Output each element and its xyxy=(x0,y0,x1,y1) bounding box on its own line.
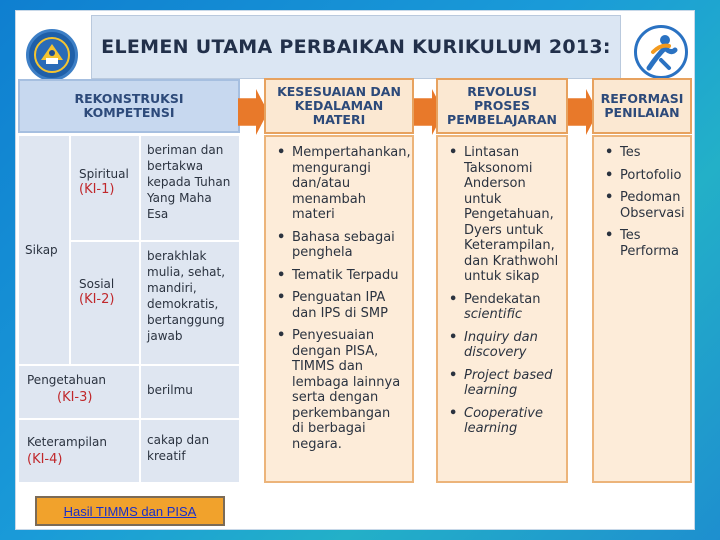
domain-pengetahuan-label: Pengetahuan xyxy=(27,373,107,387)
list-item: • Tematik Terpadu xyxy=(277,267,399,283)
domain-sikap-label: Sikap xyxy=(25,243,58,257)
list-item: • Mempertahankan, mengurangi dan/atau menambah materi xyxy=(277,145,411,222)
list-item: • Penyesuaian dengan PISA, TIMMS dan lembaga lainnya serta dengan perkembangan di berbagai negara. xyxy=(277,328,401,452)
timms-pisa-link[interactable]: Hasil TIMMS dan PISA xyxy=(63,503,197,519)
header-kesesuaian-materi xyxy=(264,78,414,134)
sub-spiritual-label: Spiritual xyxy=(79,167,129,181)
header-revolusi-proses xyxy=(436,78,568,134)
header-rekonstruksi-kompetensi xyxy=(18,79,240,133)
kurikulum-figure-icon xyxy=(639,30,683,74)
kemendikbud-logo xyxy=(26,29,78,81)
scientific-text: scientific xyxy=(464,307,523,322)
desc-keterampilan-text: cakap dan kreatif xyxy=(147,433,210,463)
kemendikbud-emblem-icon xyxy=(33,36,71,74)
list-item: • Lintasan Taksonomi Anderson untuk Pengetahuan, Dyers untuk Keterampilan, dan Krathwohl untuk sikap xyxy=(449,145,559,284)
list-item: • Portofolio xyxy=(605,167,682,183)
list-item: • Bahasa sebagai penghela xyxy=(277,229,395,260)
list-item: • Pendekatan scientific xyxy=(449,291,541,322)
ki-1-label: (KI-1) xyxy=(79,182,115,197)
desc-sosial-text: berakhlak mulia, sehat, mandiri, demokratis, bertanggung jawab xyxy=(147,249,226,343)
header-reformasi-penilaian xyxy=(592,78,692,134)
timms-pisa-link-box[interactable] xyxy=(35,496,225,526)
kesesuaian-list xyxy=(264,135,414,483)
header-kesesuaian-label: KESESUAIAN DAN KEDALAMAN MATERI xyxy=(277,84,401,127)
desc-spiritual-text: beriman dan bertakwa kepada Tuhan Yang Maha Esa xyxy=(147,143,231,221)
domain-sikap xyxy=(18,135,70,365)
domain-keterampilan-label: Keterampilan xyxy=(27,435,107,449)
ki-4-label: (KI-4) xyxy=(27,452,63,467)
list-item: • Penguatan IPA dan IPS di SMP xyxy=(277,290,388,321)
desc-keterampilan xyxy=(140,419,240,483)
kompetensi-table xyxy=(18,135,240,483)
header-reformasi-label: REFORMASI PENILAIAN xyxy=(600,91,684,120)
sub-sosial-label: Sosial xyxy=(79,277,115,291)
sub-sosial xyxy=(70,241,140,365)
slide xyxy=(15,10,695,530)
sub-spiritual xyxy=(70,135,140,241)
ki-2-label: (KI-2) xyxy=(79,292,115,307)
revolusi-list xyxy=(436,135,568,483)
domain-pengetahuan xyxy=(18,365,140,419)
list-item: • Tes xyxy=(605,145,641,160)
reformasi-list xyxy=(592,135,692,483)
header-revolusi-label: REVOLUSI PROSES PEMBELAJARAN xyxy=(447,84,557,127)
header-rekonstruksi-label: REKONSTRUKSI KOMPETENSI xyxy=(74,91,184,120)
kurikulum-2013-logo xyxy=(634,25,688,79)
ki-3-label: (KI-3) xyxy=(57,390,93,405)
list-item: • Tes Performa xyxy=(605,228,679,259)
desc-spiritual xyxy=(140,135,240,241)
list-item: • Inquiry dan discovery xyxy=(449,329,538,360)
list-item: • Project based learning xyxy=(449,367,553,398)
list-item: • Pedoman Observasi xyxy=(605,190,685,221)
page-title: ELEMEN UTAMA PERBAIKAN KURIKULUM 2013: xyxy=(101,36,611,58)
desc-sosial xyxy=(140,241,240,365)
desc-pengetahuan-text: berilmu xyxy=(147,383,193,397)
title-bar xyxy=(91,15,621,79)
desc-pengetahuan xyxy=(140,365,240,419)
domain-keterampilan xyxy=(18,419,140,483)
list-item: • Cooperative learning xyxy=(449,405,543,436)
